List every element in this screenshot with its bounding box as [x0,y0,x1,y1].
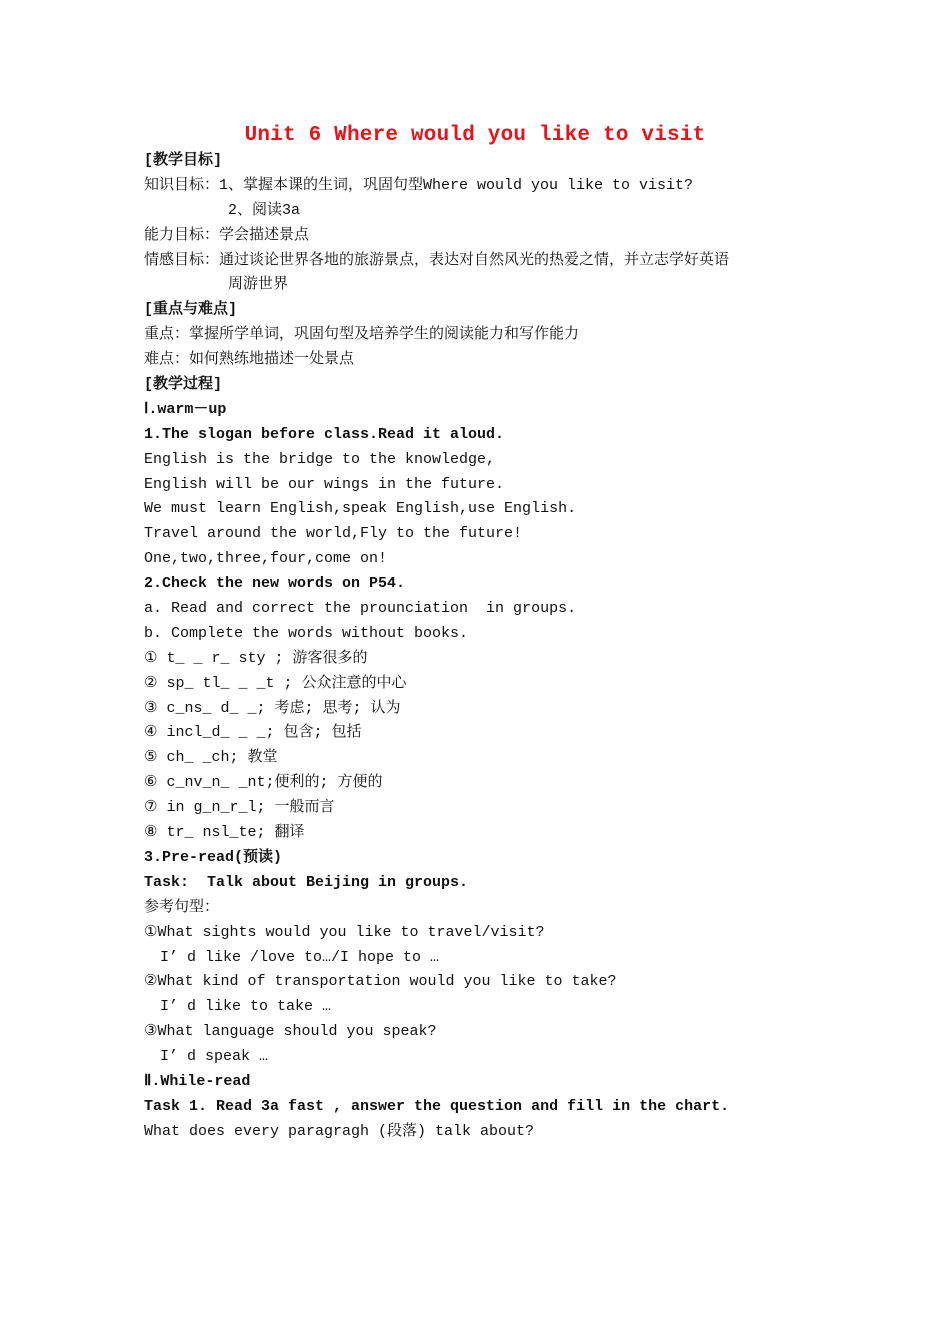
instruction-line: a. Read and correct the prounciation in groups. [144,600,577,618]
section-heading-objectives: [教学目标] [144,152,223,169]
vocab-item: ⑥ c_nv_n_ _nt;便利的; 方便的 [144,774,383,792]
emotion-objective-continued: 周游世界 [228,276,289,294]
vocab-item: ⑦ in g_n_r_l; 一般而言 [144,799,335,817]
reference-sentences-label: 参考句型： [144,898,220,916]
emotion-objective: 情感目标：通过谈论世界各地的旅游景点，表达对自然风光的热爱之情，并立志学好英语 [144,251,730,269]
slogan-heading: 1.The slogan before class.Read it aloud. [144,425,505,443]
slogan-line: English will be our wings in the future. [144,475,505,493]
vocab-item: ④ incl_d_ _ _; 包含; 包括 [144,724,362,742]
slogan-line: Travel around the world,Fly to the future! [144,525,523,543]
pre-read-task: Task: Talk about Beijing in groups. [144,873,469,891]
document-body [144,149,844,1145]
vocab-item: ⑧ tr_ nsl_te; 翻译 [144,824,305,842]
vocab-item: ② sp_ tl_ _ _t ; 公众注意的中心 [144,674,407,692]
reference-answer: I’ d speak … [160,1048,269,1066]
vocab-item: ⑤ ch_ _ch; 教堂 [144,749,278,767]
document-title: Unit 6 Where would you like to visit [244,124,706,147]
knowledge-objective: 知识目标：1、掌握本课的生词，巩固句型Where would you like to visit? [144,176,694,194]
knowledge-objective-2: 2、阅读3a [228,201,301,219]
section-heading-process: [教学过程] [144,376,223,394]
section-heading-key-points: [重点与难点] [144,301,238,319]
vocab-item: ③ c_ns_ d_ _; 考虑; 思考; 认为 [144,699,401,717]
difficult-point: 难点：如何熟练地描述一处景点 [144,351,355,369]
vocab-item: ① t_ _ r_ sty ; 游客很多的 [144,649,368,667]
slogan-line: One,two,three,four,come on! [144,550,388,568]
step-while-read-heading: Ⅱ.While-read [144,1072,251,1090]
slogan-line: We must learn English,speak English,use English. [144,500,577,518]
reference-question: ①What sights would you like to travel/visit? [144,923,545,941]
slogan-line: English is the bridge to the knowledge, [144,450,496,468]
reference-question: ②What kind of transportation would you like to take? [144,973,617,991]
step-warm-up-heading: Ⅰ.warm－up [144,400,227,418]
reference-question: ③What language should you speak? [144,1023,437,1041]
while-read-task: Task 1. Read 3a fast , answer the question and fill in the chart. [144,1097,730,1115]
ability-objective: 能力目标：学会描述景点 [144,226,310,244]
pre-read-heading: 3.Pre-read(预读) [144,848,283,866]
new-words-heading: 2.Check the new words on P54. [144,575,406,593]
key-point: 重点：掌握所学单词，巩固句型及培养学生的阅读能力和写作能力 [144,326,580,344]
reference-answer: I’ d like to take … [160,998,332,1016]
reference-answer: I’ d like /love to…/I hope to … [160,948,440,966]
instruction-line: b. Complete the words without books. [144,624,469,642]
while-read-question: What does every paragragh (段落) talk about? [144,1122,535,1140]
